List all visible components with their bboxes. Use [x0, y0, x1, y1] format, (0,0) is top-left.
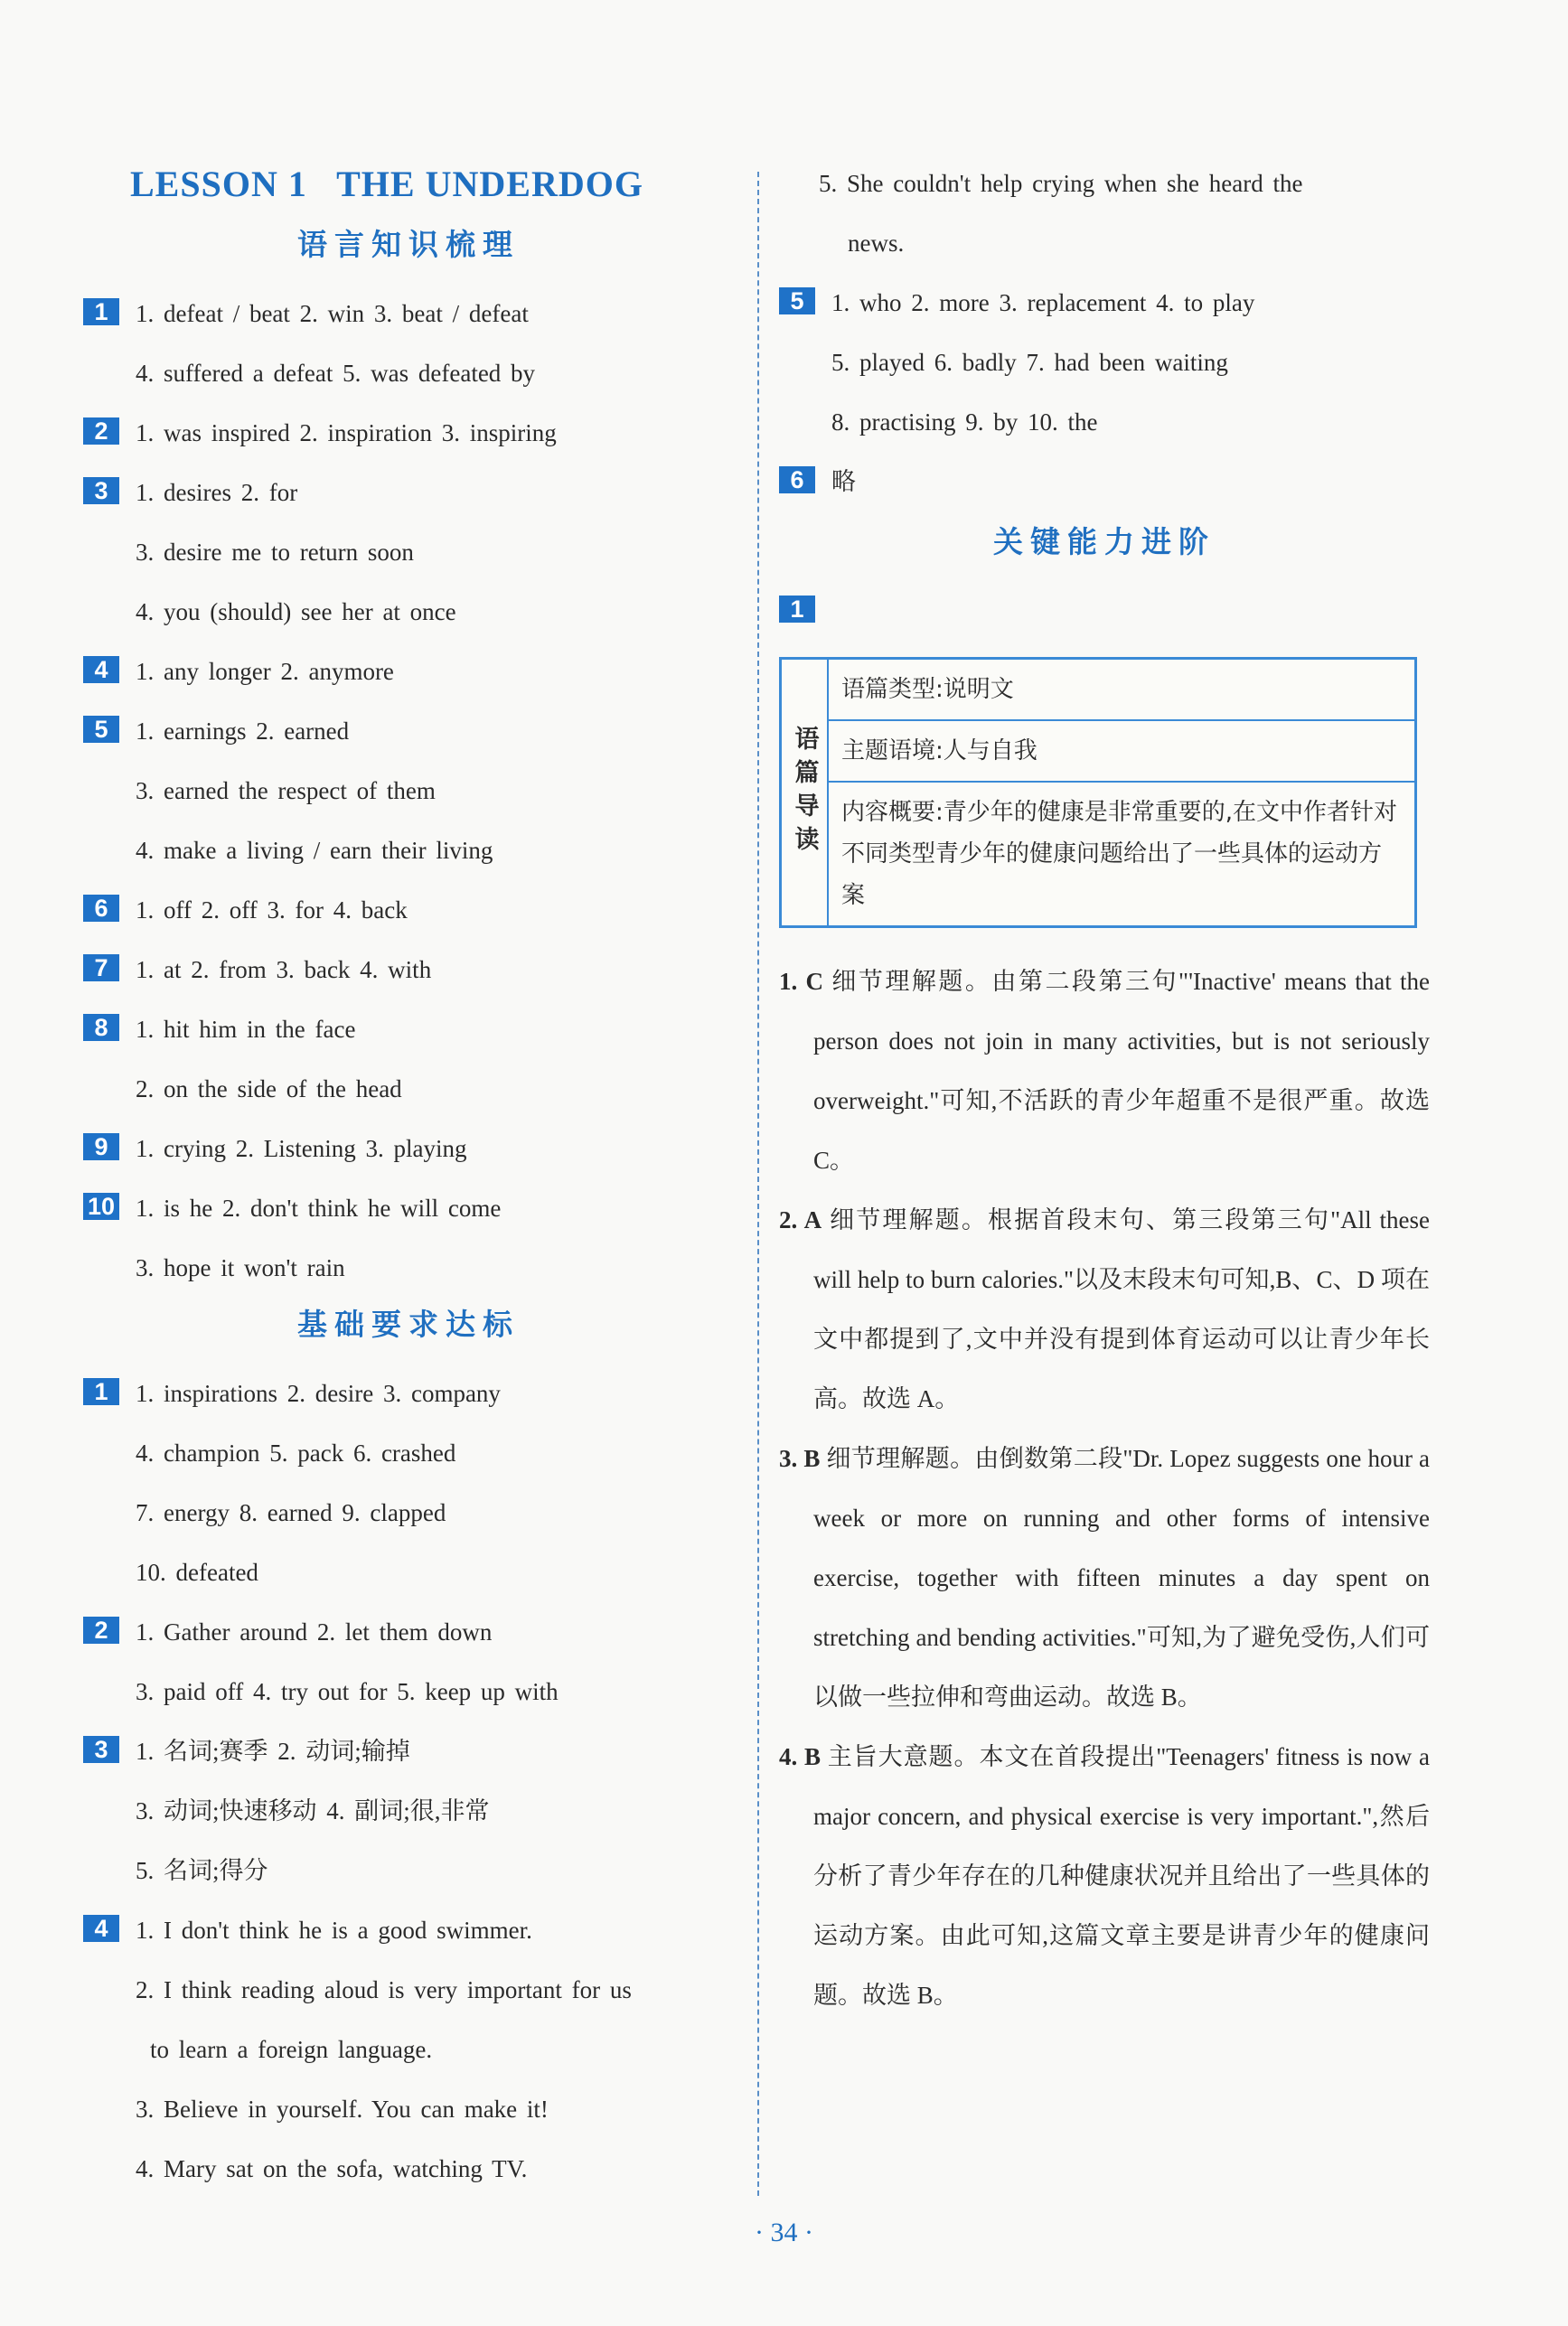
exercise-group	[83, 1364, 734, 1602]
answer-text: 1. off 2. off 3. for 4. back	[136, 896, 408, 924]
answer-text: 3. Believe in yourself. You can make it!	[136, 2096, 549, 2123]
reading-guide-box	[779, 657, 1417, 928]
exercise-group	[83, 463, 734, 642]
answer-text: 3. 动词;快速移动 4. 副词;很,非常	[136, 1797, 490, 1824]
answer-text: 细节理解题。由第二段第三句"'Inactive' means that the person does not join in many activities, but is not seriously overweight."可知,不活跃的青少年超重不是很严重。故选 C。	[813, 968, 1431, 1174]
answer-number: 2. A	[779, 1206, 822, 1233]
section-title-knowledge: 语言知识梳理	[297, 227, 520, 262]
answer-text: 2. I think reading aloud is very important for us	[136, 1976, 632, 2003]
exercise-line	[779, 154, 1430, 213]
exercise-line	[83, 1841, 734, 1900]
exercise-first-line	[83, 1364, 734, 1423]
exercise-first-line	[83, 1602, 734, 1662]
answer-text: 1. hit him in the face	[136, 1016, 356, 1043]
exercise-group	[83, 1900, 734, 2199]
section-title-advanced: 关键能力进阶	[993, 524, 1216, 559]
exercise-badge: 1	[83, 1378, 119, 1405]
exercise-line	[83, 821, 734, 880]
answer-text: 1. was inspired 2. inspiration 3. inspiring	[136, 419, 557, 446]
exercise-badge: 2	[83, 1617, 119, 1644]
exercise-first-line	[83, 463, 734, 522]
exercise-group	[779, 452, 1430, 511]
answer-text: 1. any longer 2. anymore	[136, 658, 394, 685]
exercise-group	[83, 1721, 734, 1900]
lesson-title: LESSON 1 THE UNDERDOG	[130, 164, 643, 204]
answer-text: 1. is he 2. don't think he will come	[136, 1195, 502, 1222]
exercise-group	[83, 642, 734, 701]
answer-explanation	[779, 1727, 1430, 2025]
answer-text: 4. champion 5. pack 6. crashed	[136, 1440, 456, 1467]
left-column	[83, 154, 734, 2199]
exercise-badge: 9	[83, 1133, 119, 1160]
answer-number: 4. B	[779, 1743, 821, 1770]
exercise-first-line	[83, 1178, 734, 1238]
continued-exercises	[779, 154, 1430, 511]
answer-text: 1. who 2. more 3. replacement 4. to play	[831, 289, 1255, 316]
section-title-basic: 基础要求达标	[297, 1307, 520, 1342]
answer-text: 1. Gather around 2. let them down	[136, 1618, 493, 1646]
exercise-line	[83, 2020, 734, 2079]
exercise-line	[779, 333, 1430, 392]
answer-text: 4. make a living / earn their living	[136, 837, 493, 864]
answer-explanation	[779, 952, 1430, 1190]
exercise-badge: 6	[83, 895, 119, 922]
exercise-first-line	[779, 452, 1430, 511]
exercise-first-line	[83, 880, 734, 940]
answer-text: 1. at 2. from 3. back 4. with	[136, 956, 432, 983]
answer-text: 2. on the side of the head	[136, 1075, 402, 1102]
answer-text: 5. She couldn't help crying when she heard the	[819, 170, 1303, 197]
answer-text: 1. crying 2. Listening 3. playing	[136, 1135, 467, 1162]
answer-text: 10. defeated	[136, 1559, 258, 1586]
exercise-line	[83, 1960, 734, 2020]
exercise-line	[83, 1781, 734, 1841]
exercise-group	[83, 999, 734, 1119]
exercise-line	[83, 582, 734, 642]
answer-text: 细节理解题。根据首段末句、第三段第三句"All these will help to burn calories."以及末段末句可知,B、C、D 项在文中都提到了,文中并没有提到体育运动可以让青少年长高。故选 A。	[813, 1206, 1431, 1412]
answer-text: 1. defeat / beat 2. win 3. beat / defeat	[136, 300, 529, 327]
guide-label: 语篇导读	[782, 660, 829, 925]
exercise-group	[83, 940, 734, 999]
answer-number: 3. B	[779, 1445, 821, 1472]
exercise-line	[779, 213, 1430, 273]
column-divider	[757, 172, 759, 2196]
knowledge-exercises	[83, 284, 734, 1298]
answer-text: 略	[831, 468, 856, 495]
answer-text: news.	[848, 230, 905, 257]
exercise-badge: 5	[83, 716, 119, 743]
exercise-first-line	[83, 403, 734, 463]
exercise-badge: 3	[83, 477, 119, 504]
exercise-badge: 4	[83, 1915, 119, 1942]
exercise-line	[83, 1543, 734, 1602]
exercise-group	[83, 1602, 734, 1721]
exercise-line	[83, 343, 734, 403]
exercise-badge: 8	[83, 1014, 119, 1041]
exercise-line	[83, 1483, 734, 1543]
page-number: · 34 ·	[755, 2218, 813, 2247]
answer-text: 8. practising 9. by 10. the	[831, 408, 1098, 436]
exercise-line	[83, 1662, 734, 1721]
exercise-line	[83, 1238, 734, 1298]
exercise-first-line	[83, 1721, 734, 1781]
answer-text: 细节理解题。由倒数第二段"Dr. Lopez suggests one hour a week or more on running and other forms of intensive exercise, together with fifteen minutes a day spent on stretching and bending activities."可知,为了避免受伤,人们可以做一些拉伸和弯曲运动。故选 B。	[813, 1445, 1431, 1711]
exercise-badge: 3	[83, 1736, 119, 1763]
exercise-badge: 4	[83, 656, 119, 683]
answer-text: 4. suffered a defeat 5. was defeated by	[136, 360, 536, 387]
answer-text: 3. hope it won't rain	[136, 1254, 345, 1281]
answer-number: 1. C	[779, 968, 824, 995]
answer-text: 1. earnings 2. earned	[136, 717, 350, 745]
exercise-line	[83, 761, 734, 821]
guide-summary: 内容概要:青少年的健康是非常重要的,在文中作者针对不同类型青少年的健康问题给出了一些具体的运动方案	[841, 799, 1398, 909]
exercise-group	[83, 880, 734, 940]
answer-text: 7. energy 8. earned 9. clapped	[136, 1499, 446, 1526]
right-column	[779, 154, 1430, 2025]
exercise-group	[83, 1119, 734, 1178]
exercise-badge: 2	[83, 417, 119, 445]
exercise-first-line	[83, 1119, 734, 1178]
answer-text: 1. I don't think he is a good swimmer.	[136, 1917, 532, 1944]
exercise-group	[779, 154, 1430, 273]
exercise-badge: 7	[83, 954, 119, 981]
answer-text: 3. desire me to return soon	[136, 539, 414, 566]
answer-text: 4. Mary sat on the sofa, watching TV.	[136, 2155, 528, 2182]
answer-text: 1. inspirations 2. desire 3. company	[136, 1380, 501, 1407]
exercise-first-line	[83, 642, 734, 701]
answer-explanation	[779, 1429, 1430, 1727]
exercise-group	[83, 403, 734, 463]
answer-text: 4. you (should) see her at once	[136, 598, 456, 625]
exercise-badge: 5	[779, 287, 815, 314]
basic-exercises	[83, 1364, 734, 2199]
answer-text: 5. 名词;得分	[136, 1857, 268, 1884]
exercise-first-line	[83, 940, 734, 999]
exercise-line	[83, 2139, 734, 2199]
exercise-group	[83, 701, 734, 880]
exercise-first-line	[83, 1900, 734, 1960]
answer-text: 1. 名词;赛季 2. 动词;输掉	[136, 1738, 410, 1765]
answer-text: 5. played 6. badly 7. had been waiting	[831, 349, 1228, 376]
guide-theme: 主题语境:人与自我	[829, 721, 1414, 783]
exercise-badge: 6	[779, 466, 815, 493]
exercise-first-line	[83, 284, 734, 343]
answer-text: 1. desires 2. for	[136, 479, 298, 506]
exercise-line	[779, 392, 1430, 452]
exercise-group	[83, 1178, 734, 1298]
exercise-line	[83, 1059, 734, 1119]
guide-text-type: 语篇类型:说明文	[829, 660, 1414, 721]
answer-text: 3. paid off 4. try out for 5. keep up with	[136, 1678, 559, 1705]
exercise-first-line	[83, 701, 734, 761]
answer-text: 主旨大意题。本文在首段提出"Teenagers' fitness is now a major concern, and physical exercise is very important.",然后分析了青少年存在的几种健康状况并且给出了一些具体的运动方案。由此可知,这篇文章主要是讲青少年的健康问题。故选 B。	[813, 1743, 1430, 2009]
answer-text: to learn a foreign language.	[150, 2036, 433, 2063]
exercise-badge: 10	[83, 1193, 119, 1220]
answer-explanation	[779, 1190, 1430, 1429]
exercise-line	[83, 522, 734, 582]
exercise-group	[83, 284, 734, 403]
answer-text: 3. earned the respect of them	[136, 777, 436, 804]
answer-explanations	[779, 952, 1430, 2025]
exercise-group	[779, 581, 1430, 641]
exercise-first-line	[779, 273, 1430, 333]
exercise-line	[83, 1423, 734, 1483]
exercise-group	[779, 273, 1430, 452]
exercise-first-line	[83, 999, 734, 1059]
exercise-badge: 1	[779, 596, 815, 623]
exercise-line	[83, 2079, 734, 2139]
exercise-badge: 1	[83, 298, 119, 325]
